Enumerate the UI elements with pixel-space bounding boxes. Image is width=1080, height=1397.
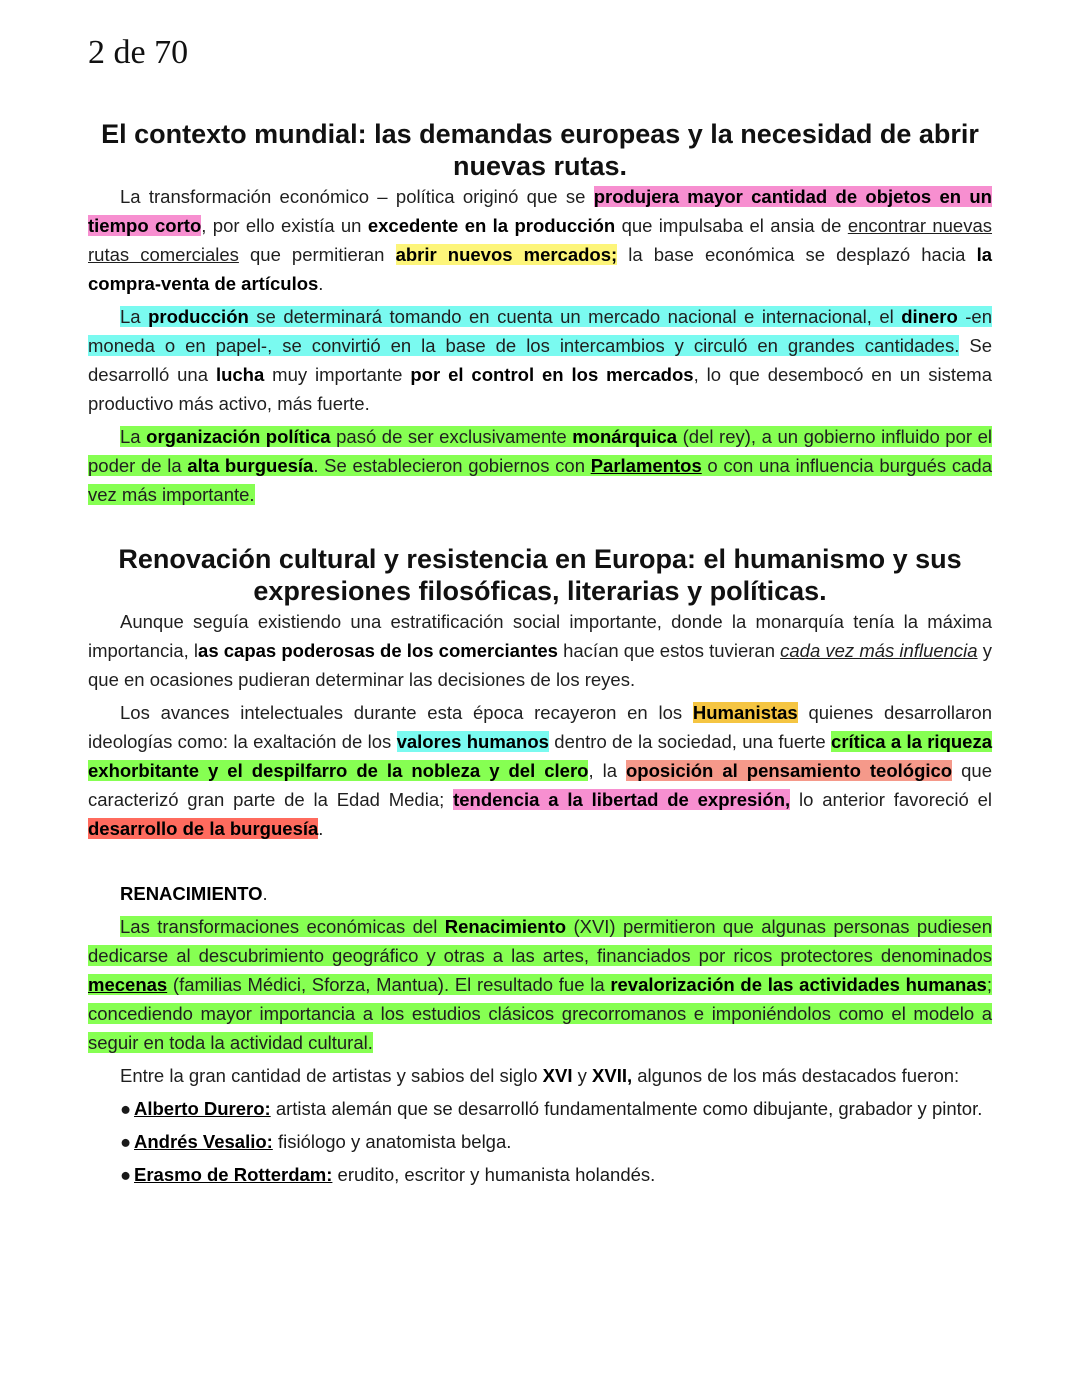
highlight-produccion-block: La producción se determinará tomando en cuenta un mercado nacional e internacional, el dinero -en moneda o en papel-, se convirtió en la base de los intercambios y circuló en grandes cantidades.: [88, 306, 993, 356]
artists-list: [88, 1094, 992, 1189]
bullet-icon: ●: [120, 1164, 132, 1185]
document-content: [88, 118, 992, 1193]
paragraph-organizacion-politica: [88, 422, 992, 509]
list-item: ● Alberto Durero: artista alemán que se desarrolló fundamentalmente como dibujante, grabador y pintor.: [88, 1094, 992, 1123]
highlight-desarrollo-burguesia: desarrollo de la burguesía: [88, 818, 319, 839]
page-number: 2 de 70: [88, 34, 189, 71]
paragraph-produccion: La producción se determinará tomando en cuenta un mercado nacional e internacional, el dinero -en moneda o en papel-, se convirtió en la base de los intercambios y circuló en grandes cantidades. Se desarrolló una lucha muy importante por el control en los mercados, lo que desembocó en un sistema productivo más activo, más fuerte.: [88, 306, 993, 414]
highlight-renacimiento-block: Las transformaciones económicas del Renacimiento (XVI) permitieron que algunas personas pudiesen dedicarse al descubrimiento geográfico y otras a las artes, financiados por ricos protectores denominados mecenas (familias Médici, Sforza, Mantua). El resultado fue la revalorización de las actividades humanas; concediendo mayor importancia a los estudios clásicos grecorromanos e imponiéndolos como el modelo a seguir en toda la actividad cultural.: [88, 916, 992, 1053]
highlight-critica-riqueza: crítica a la riqueza exhorbitante y el despilfarro de la nobleza y del clero: [88, 731, 992, 781]
subheading-renacimiento: RENACIMIENTO.: [120, 883, 268, 904]
section-title-contexto-mundial: El contexto mundial: las demandas europeas y la necesidad de abrir nuevas rutas.: [101, 119, 979, 181]
list-item: ● Andrés Vesalio: fisiólogo y anatomista belga.: [88, 1127, 992, 1156]
highlight-humanistas: Humanistas: [692, 702, 798, 723]
section-title-renovacion-cultural: Renovación cultural y resistencia en Europa: el humanismo y sus expresiones filosóficas, literarias y políticas.: [118, 544, 962, 606]
highlight-libertad-expresion: tendencia a la libertad de expresión,: [453, 789, 791, 810]
highlight-oposicion-teologico: oposición al pensamiento teológico: [626, 760, 953, 781]
bullet-icon: ●: [120, 1098, 132, 1119]
list-item: ● Erasmo de Rotterdam: erudito, escritor y humanista holandés.: [88, 1160, 992, 1189]
paragraph-transformacion: La transformación económico – política originó que se produjera mayor cantidad de objetos en un tiempo corto, por ello existía un excedente en la producción que impulsaba el ansia de encontrar nuevas rutas comerciales que permitieran abrir nuevos mercados; la base económica se desplazó hacia la compra-venta de artículos.: [88, 186, 993, 294]
highlight-organizacion-block: La organización política pasó de ser exclusivamente monárquica (del rey), a un gobierno influido por el poder de la alta burguesía. Se establecieron gobiernos con Parlamentos o con una influencia burgués cada vez más importante.: [88, 426, 993, 505]
highlight-abrir-mercados: abrir nuevos mercados;: [395, 244, 618, 265]
paragraph-humanistas: Los avances intelectuales durante esta época recayeron en los Humanistas quienes desarrollaron ideologías como: la exaltación de los valores humanos dentro de la sociedad, una fuerte crítica a la riqueza exhorbitante y el despilfarro de la nobleza y del clero, la oposición al pensamiento teológico que caracterizó gran parte de la Edad Media; tendencia a la libertad de expresión, lo anterior favoreció el desarrollo de la burguesía.: [88, 702, 993, 839]
paragraph-estratificacion: Aunque seguía existiendo una estratificación social importante, donde la monarquía tenía la máxima importancia, las capas poderosas de los comerciantes hacían que estos tuvieran cada vez más influencia y que en ocasiones pudieran determinar las decisiones de los reyes.: [88, 611, 992, 690]
bullet-icon: ●: [120, 1131, 132, 1152]
highlight-produjera: produjera mayor cantidad de objetos en un tiempo corto: [88, 186, 992, 236]
paragraph-renacimiento: [88, 912, 992, 1057]
highlight-valores-humanos: valores humanos: [396, 731, 549, 752]
paragraph-artistas: Entre la gran cantidad de artistas y sabios del siglo XVI y XVII, algunos de los más destacados fueron:: [120, 1065, 960, 1086]
